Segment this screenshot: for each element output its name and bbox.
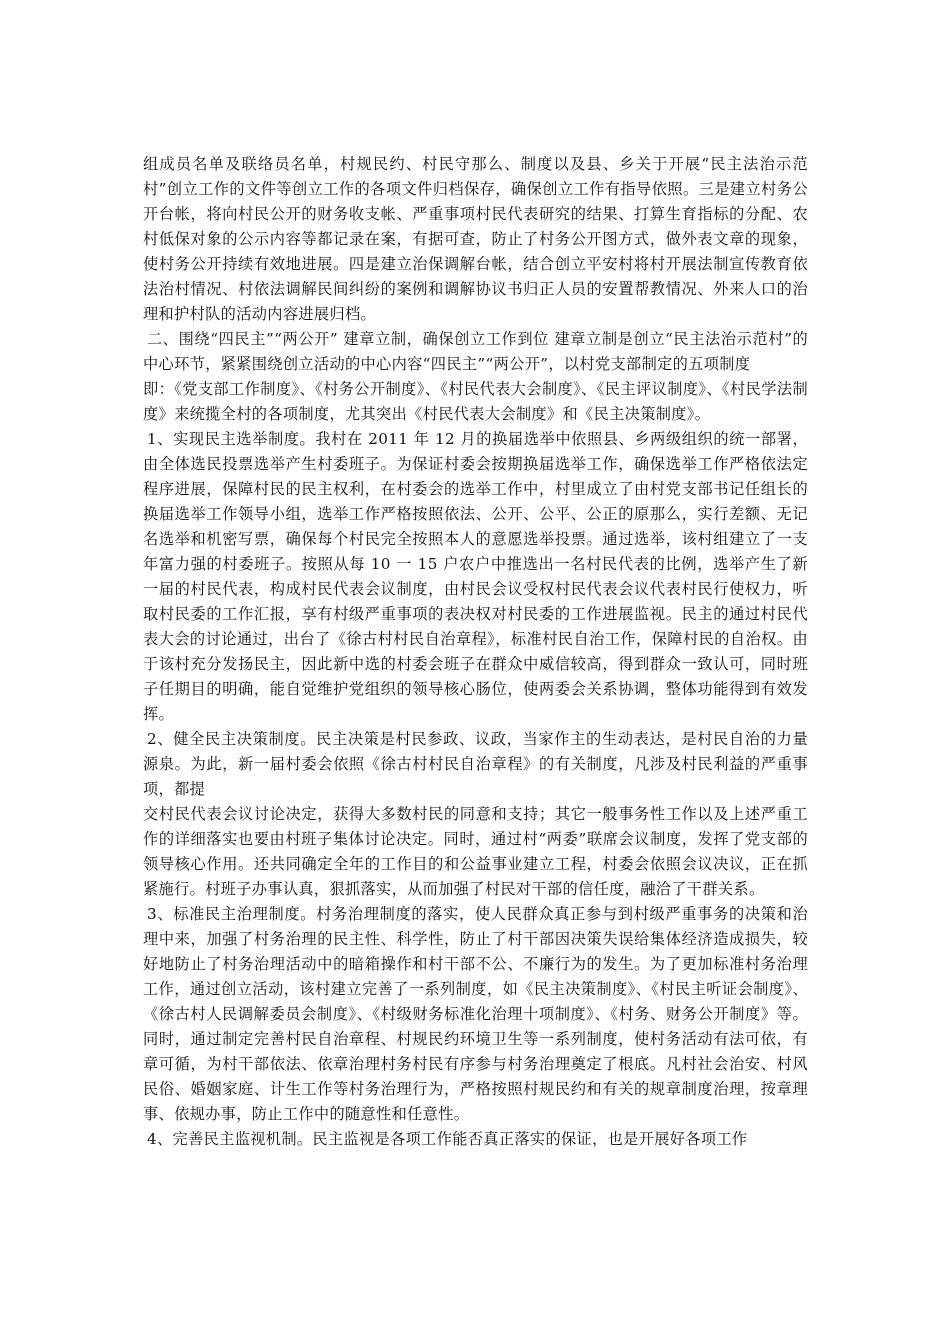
paragraph-decision-continued: 交村民代表会议讨论决定，获得大多数村民的同意和支持；其它一般事务性工作以及上述严重工作的详细落实也要由村班子集体讨论决定。同时，通过村“两委”联席会议制度，发挥了党支部的领导核心作用。还共同确定全年的工作目的和公益事业建立工程，村委会依照会议决议，正在抓紧施行。村班子办事认真，狠抓落实，从而加强了村民对干部的信任度，融洽了干群关系。	[143, 805, 808, 898]
paragraph-democratic-management: 3、标准民主治理制度。村务治理制度的落实，使人民群众真正参与到村级严重事务的决策和治理中来，加强了村务治理的民主性、科学性，防止了村干部因决策失误给集体经济造成损失，较好地防止了村务治理活动中的暗箱操作和村干部不公、不廉行为的发生。为了更加标准村务治理工作，通过创立活动，该村建立完善了一系列制度，如《民主决策制度》、《村民主听证会制度》、《徐古村人民调解委员会制度》、《村级财务标准化治理十项制度》、《村务、财务公开制度》等。同时，通过制定完善村民自治章程、村规民约环境卫生等一系列制度，使村务活动有法可依，有章可循，为村干部依法、依章治理村务村民有序参与村务治理奠定了根底。凡村社会治安、村风民俗、婚姻家庭、计生工作等村务治理行为，严格按照村规民约和有关的规章制度治理，按章理事、依规办事，防止工作中的随意性和任意性。	[143, 905, 808, 1123]
document-body	[143, 152, 808, 1152]
paragraph-five-systems: 即：《党支部工作制度》、《村务公开制度》、《村民代表大会制度》、《民主评议制度》、《村民学法制度》来统揽全村的各项制度，尤其突出《村民代表大会制度》和《民主决策制度》。	[143, 380, 808, 423]
paragraph-democratic-supervision: 4、完善民主监视机制。民主监视是各项工作能否真正落实的保证，也是开展好各项工作	[147, 1130, 748, 1148]
paragraph-democratic-election: 1、实现民主选举制度。我村在 2011 年 12 月的换届选举中依照县、乡两级组织的统一部署，由全体选民投票选举产生村委班子。为保证村委会按期换届选举工作，确保选举工作严格依法定程序进展，保障村民的民主权利，在村委会的选举工作中，村里成立了由村党支部书记任组长的换届选举工作领导小组，选举工作严格按照依法、公开、公平、公正的原那么，实行差额、无记名选举和机密写票，确保每个村民完全按照本人的意愿选举投票。通过选举，该村组建立了一支年富力强的村委班子。按照从每 10 一 15 户农户中推选出一名村民代表的比例，选举产生了新一届的村民代表，构成村民代表会议制度，由村民会议受权村民代表会议代表村民行使权力，听取村民委的工作汇报，享有村级严重事项的表决权对村民委的工作进展监视。民主的通过村民代表大会的讨论通过，出台了《徐古村村民自治章程》，标准村民自治工作，保障村民的自治权。由于该村充分发扬民主，因此新中选的村委会班子在群众中威信较高，得到群众一致认可，同时班子任期目的明确，能自觉维护党组织的领导核心肠位，使两委会关系协调，整体功能得到有效发挥。	[143, 430, 808, 723]
paragraph-section-two: 二、围绕“四民主”“两公开” 建章立制，确保创立工作到位 建章立制是创立“民主法治示范村”的中心环节，紧紧围绕创立活动的中心内容“四民主”“两公开”，以村党支部制定的五项制度	[143, 330, 808, 373]
paragraph-democratic-decision: 2、健全民主决策制度。民主决策是村民参政、议政，当家作主的生动表达，是村民自治的力量源泉。为此，新一届村委会依照《徐古村村民自治章程》的有关制度，凡涉及村民利益的严重事项，都提	[143, 730, 808, 798]
paragraph-archives: 组成员名单及联络员名单，村规民约、村民守那么、制度以及县、乡关于开展“民主法治示范村”创立工作的文件等创立工作的各项文件归档保存，确保创立工作有指导依照。三是建立村务公开台帐，将向村民公开的财务收支帐、严重事项村民代表研究的结果、打算生育指标的分配、农村低保对象的公示内容等都记录在案，有据可查，防止了村务公开图方式，做外表文章的现象，使村务公开持续有效地进展。四是建立治保调解台帐，结合创立平安村将村开展法制宣传教育依法治村情况、村依法调解民间纠纷的案例和调解协议书归正人员的安置帮教情况、外来人口的治理和护村队的活动内容进展归档。	[143, 155, 808, 323]
